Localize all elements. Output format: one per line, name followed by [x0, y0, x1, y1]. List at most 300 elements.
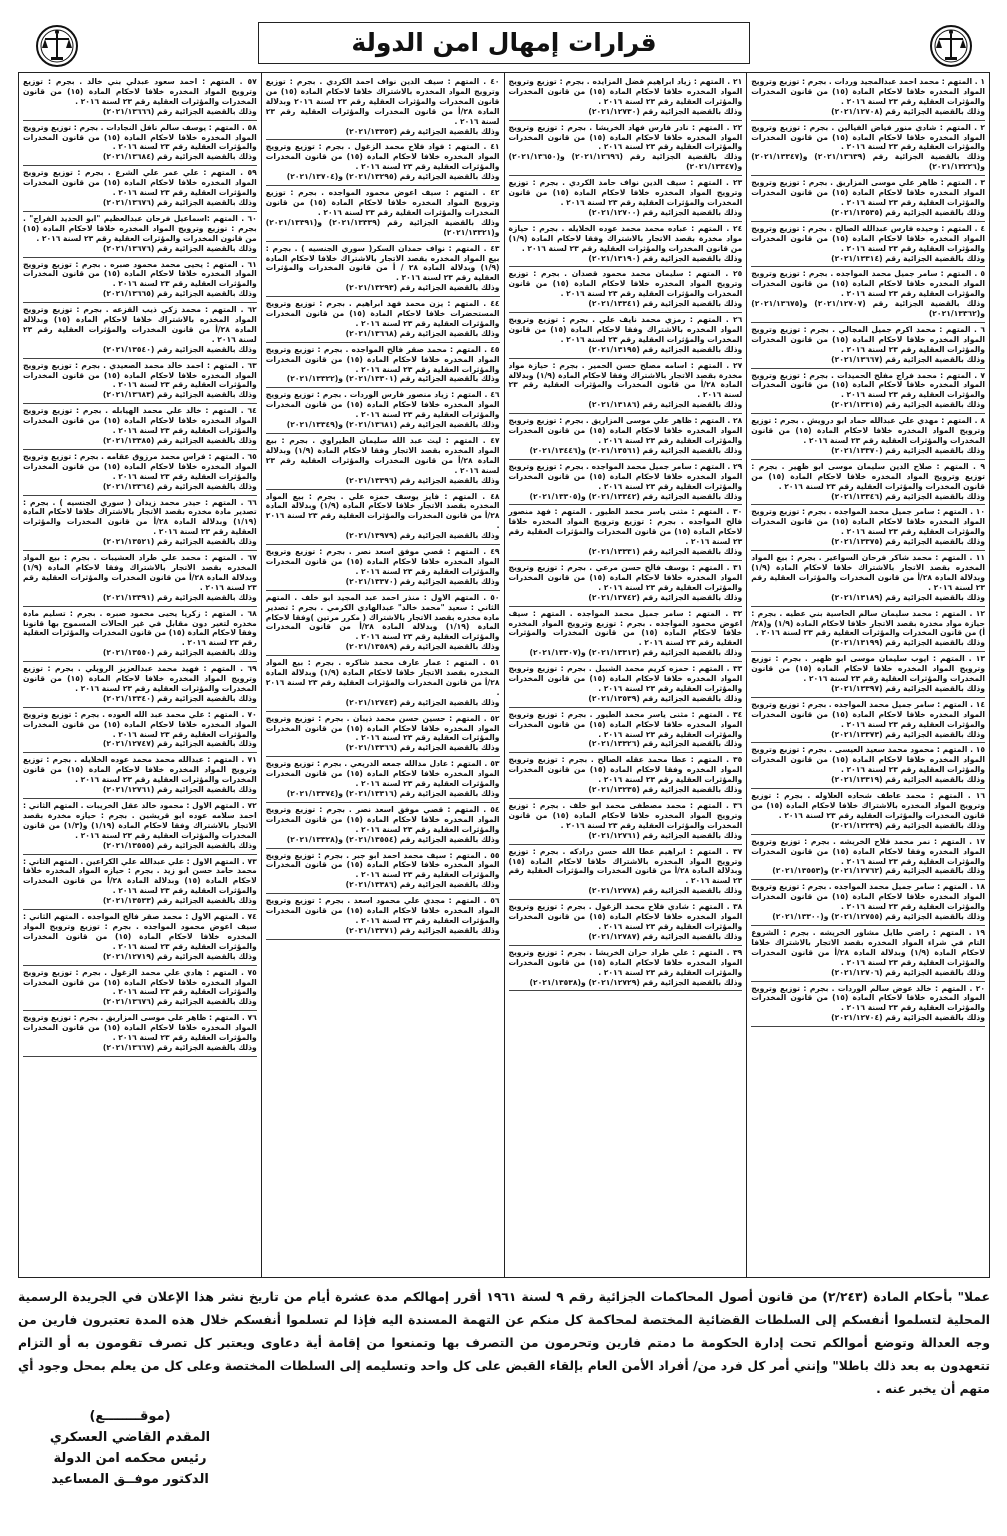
decision-entry — [266, 591, 500, 656]
entry-accused: ١٢ . المتهم : محمد سليمان سالم الحاسية بني عطيه . — [779, 608, 985, 618]
entry-case-number: وذلك بالقضية الجزائية رقم (٢٠٢١/١٣٦٧٦) — [102, 197, 257, 207]
signature-position: رئيس محكمه امن الدولة — [53, 1451, 207, 1466]
entry-accused: ١٤ . المتهم : سامر جميل محمد المواجده . — [828, 699, 985, 709]
entry-charge: بجرم : توزيع وترويج المواد المخدره خلافا لاحكام المادة (١٥) من قانون المخدرات والمؤثرات العقلية رقم ٢٣ لسنة ٢٠١٦ . — [23, 223, 257, 243]
decision-entry — [23, 75, 257, 121]
entry-case-number: وذلك بالقضية الجزائية رقم (٢٠٢١/١٣٧٤٢) — [588, 592, 743, 602]
decision-entry — [751, 222, 985, 268]
entry-case-number: وذلك بالقضية الجزائية رقم (٢٠٢١/١٣٥٥٥) — [102, 840, 257, 850]
decision-entry — [266, 712, 500, 758]
entry-case-number: وذلك بالقضية الجزائية رقم (٢٠٢١/١٣٥٢١) — [102, 537, 257, 547]
decision-entry — [509, 900, 743, 946]
decision-entry — [23, 799, 257, 855]
entry-charge: بجرم : توزيع وترويج المواد المخدره خلافا لاحكام المادة (١٥) من قانون المخدرات والمؤثرات العقلية رقم ٢٣ لسنة ٢٠١٦ . — [508, 709, 743, 739]
entry-charge: بجرم : بيع المواد المخدره بقصد الاتجار بالاشتراك خلافا لاحكام المادة (١/٩) وبدلالة المادة ٢٨ / أ من قانون المخدرات والمؤثرات العقلية رقم ٢٣ لسنة ٢٠١٦ . — [265, 243, 500, 283]
entry-accused: ٦٢ . المتهم : محمد زكي ذيب القزعه . — [105, 305, 257, 315]
entry-case-number: وذلك بالقضية الجزائية رقم (٢٠٢١/١٢٧١٩) — [102, 951, 257, 961]
entry-accused: ٤٥ . المتهم : محمد صقر فالح المواجده . — [345, 344, 500, 354]
entry-case-number: وذلك بالقضية الجزائية رقم (٢٠٢١/١٣٣٢٦) — [588, 739, 743, 749]
entry-charge: بجرم : توزيع وترويج المواد المخدره خلافا لاحكام المادة (١٥) من قانون المخدرات والمؤثرات العقلية رقم ٢٣ لسنة ٢٠١٦ . — [751, 699, 985, 729]
entry-accused: ١ . المتهم : محمد احمد عبدالمجيد وردات . — [828, 77, 985, 86]
entry-charge: بجرم : توزيع وترويج المواد المخدره خلافا لاحكام المادة (١٥) من قانون المخدرات والمؤثرات العقلية رقم ٢٣ لسنة ٢٠١٦ . — [23, 755, 257, 785]
entry-accused: ٢٥ . المتهم : سليمان محمد محمود قصدان . — [564, 269, 743, 279]
entry-accused: ٧٠ . المتهم : علي محمد عبد الله العوده . — [102, 709, 257, 719]
entry-case-number: وذلك بالقضية الجزائية رقم (٢٠٢١/١٣٣١٦) و(٢٠٢١/١٣٣٧٤) — [286, 789, 500, 798]
entry-accused: ٥٧ . المتهم : احمد سعود عبدلي بني خالد . — [79, 77, 257, 86]
entry-accused: ٢٠ . المتهم : خالد عوض سالم الوردات . — [831, 983, 985, 993]
entry-accused: ٢٧ . المتهم : اسامه مصلح حسن الحمير . — [581, 360, 743, 370]
entry-charge: بجرم : توزيع وترويج المواد المخدره خلافا لاحكام المادة (١٥) من قانون المخدرات والمؤثرات العقلية رقم ٢٣ لسنة ٢٠١٦ . — [23, 259, 257, 289]
entry-charge: المتهم الثاني : سعيد "محمد خالد" عبدالهادي الكرمي . بجرم : تصدير مادة مخدره بقصد الاتجار بالاشتراك ( مكرر مرتين )وفقا لاحكام المادة (١/١٩) وبدلالة المادة ٢٨/أ من قانون المخدرات والمؤثرات العقلية رقم ٢٣ لسنة ٢٠١٦ . — [265, 592, 500, 642]
entry-accused: ٢٨ . المتهم : ظاهر علي موسى المزاريق . — [585, 416, 743, 426]
entry-accused: ٦٤ . المتهم : خالد علي محمد الهيابله . — [105, 406, 257, 416]
decision-entry — [751, 835, 985, 881]
decision-entry — [266, 545, 500, 591]
entry-accused: ٩ . المتهم : صلاح الدين سليمان موسى ابو ظهير . — [781, 461, 985, 471]
entry-accused: ٧٤ . المتهم الاول : محمد صقر فالح المواجده . — [81, 912, 257, 922]
decision-entry — [751, 982, 985, 1028]
decision-entry — [266, 656, 500, 712]
entry-accused: ٨ . المتهم : مهدي علي عبدالله حماد ابو درويش . — [801, 416, 985, 426]
entry-accused: ٧٥ . المتهم : هادي علي محمد الزغول . — [104, 967, 257, 977]
entry-accused: ١٠ . المتهم : سامر جميل محمد المواجده . — [828, 507, 985, 517]
entry-case-number: وذلك بالقضية الجزائية رقم (٢٠٢١/١٣٦٦٦) — [102, 106, 257, 116]
entry-accused: ٧ . المتهم : محمد فراج مفلح الحميدات . — [831, 370, 985, 380]
entry-charge: بجرم : حيازة مواد مخدرة بقصد الاتجار بالاشتراك وفقا لاحكام المادة (١/٩) من قانون المخدرات والمؤثرات العقلية رقم ٢٣ لسنة ٢٠١٦ . — [508, 223, 743, 253]
entry-charge: بجرم : حيازة مواد مخدرة بقصد الاتجار خلافا لاحكام المادة (١/٩) و(٢٨/أ) من قانون المخدرات والمؤثرات العقلية رقم ٢٣ لسنة ٢٠١٦ . — [751, 608, 985, 638]
entry-charge: بجرم : توزيع وترويج المواد المخدره خلافا لاحكام المادة (١٥) من قانون المخدرات والمؤثرات العقلية رقم ٢٣ لسنة ٢٠١٦ . — [265, 142, 500, 172]
entry-charge: بجرم : توزيع وترويج المواد المخدره خلافا لاحكام المادة (١٥) من قانون المخدرات والمؤثرات العقلية رقم ٢٣ لسنة ٢٠١٦ . — [23, 967, 257, 997]
entry-accused: ١٥ . المتهم : محمود محمد سعيد العيسى . — [829, 745, 985, 755]
entry-case-number: وذلك بالقضية الجزائية رقم (٢٠٢١/١٣٥٤٠) — [102, 344, 257, 354]
entry-charge: بجرم : توزيع وترويج المواد المخدره خلافا لاحكام المادة (١٥) من قانون المخدرات والمؤثرات العقلية رقم ٢٣ لسنة ٢٠١٦ . — [751, 461, 986, 491]
entry-charge: بجرم : توزيع وترويج المواد المخدره خلافا لاحكام المادة (١٥) من قانون المخدرات والمؤثرات العقلية رقم ٢٣ لسنة ٢٠١٦ . — [265, 713, 500, 743]
entry-accused: ١٩ . المتهم : راضي طايل مشاور الخريشه . — [812, 927, 985, 937]
entry-accused: ٤٧ . المتهم : ليث عبد الله سليمان الطيراوي . — [312, 436, 500, 445]
entry-charge: بجرم : توزيع وترويج المواد المخدره خلافا لاحكام المادة (١٥) من قانون المخدرات والمؤثرات العقلية رقم ٢٣ لسنة ٢٠١٦ . — [508, 77, 743, 106]
entry-case-number: وذلك بالقضية الجزائية رقم (٢٠٢١/١٣٦٦٧) — [102, 1042, 257, 1052]
decision-entry — [266, 894, 500, 940]
entry-charge: بجرم : توزيع وترويج المواد المخدره خلافا لاحكام المادة (١٥) من قانون المخدرات والمؤثرات العقلية رقم ٢٣ لسنة ٢٠١٦ . — [23, 122, 257, 152]
entry-case-number: وذلك بالقضية الجزائية رقم (٢٠٢١/١٣٣٠١) و(٢٠٢١/١٣٣٢٢) — [286, 374, 500, 384]
decision-entry — [23, 303, 257, 359]
entry-charge: المتهم الثاني : سيف اعوض محمود المواجده . بجرم : توزيع وترويج المواد المخدره خلافا لاحكام المادة (١٥) من قانون المخدرات والمؤثرات العقلية رقم ٢٣ لسنة ٢٠١٦ . — [23, 912, 257, 951]
entry-charge: بجرم : بيع المواد المخدره بقصد الاتجار بالاشتراك وفقا لاحكام المادة (١/٩) وبدلالة المادة ٢٨/أ من قانون المخدرات والمؤثرات العقلية رقم ٢٣ لسنة ٢٠١٦ . — [23, 553, 257, 592]
decision-entry — [23, 966, 257, 1012]
decision-column — [746, 73, 989, 1277]
decision-entry — [751, 926, 985, 982]
decision-entry — [266, 803, 500, 849]
entry-case-number: وذلك بالقضية الجزائية رقم (٢٠٢١/١٣٥٥٠) — [102, 648, 257, 658]
entry-case-number: وذلك بالقضية الجزائية رقم (٢٠٢١/١٣٥٣٩) — [588, 693, 743, 703]
entry-accused: ٤٨ . المتهم : فايز يوسف حمزه علي . — [340, 491, 500, 501]
decision-entry — [266, 186, 500, 242]
decision-entry — [266, 343, 500, 389]
entry-charge: بجرم : توزيع وترويج المواد المخدره وفقا لاحكام المادة (١٥) من قانون المخدرات والمؤثرات العقلية رقم ٢٣ لسنة ٢٠١٦ . — [508, 755, 743, 785]
entry-accused: ٧١ . المتهم : عبدالله محمد محمد عوده الخلايله . — [74, 755, 257, 765]
entry-case-number: وذلك بالقضية الجزائية رقم (٢٠٢١/١٣١٨٦) — [588, 400, 743, 410]
decision-entry — [23, 607, 257, 663]
decision-entry — [509, 222, 743, 268]
entry-charge: بجرم : توزيع وترويج المواد المخدره خلافا لاحكام المادة (١٥) من قانون المخدرات والمؤثرات العقلية رقم ٢٣ لسنة ٢٠١٦ . — [751, 122, 985, 152]
entry-charge: بجرم : توزيع وترويج المواد المخدره خلافا لاحكام المادة (١٥) من قانون المخدرات والمؤثرات العقلية رقم ٢٣ لسنة ٢٠١٦ . — [23, 77, 257, 106]
entry-case-number: وذلك بالقضية الجزائية رقم (٢٠٢١/١٣٣٩٧) — [831, 683, 985, 693]
entry-case-number: وذلك بالقضية الجزائية رقم (٢٠٢١/١٢٧٤٣) — [345, 697, 500, 707]
entry-charge: بجرم : توزيع وترويج المواد المخدره خلافا لاحكام المادة (١٥) من قانون المخدرات والمؤثرات العقلية رقم ٢٣ لسنة ٢٠١٦ . — [508, 664, 743, 693]
entry-accused: ٢ . المتهم : شادي منور فياض الفيالين . — [831, 122, 985, 132]
entry-case-number: وذلك بالقضية الجزائية رقم (٢٠٢١/١٣٣١٥) — [831, 400, 985, 410]
entry-charge: بجرم : بيع المواد المخدره بقصد الاتجار خلافا لاحكام المادة (١/٩) وبدلالة المادة ٢٨/أ من قانون المخدرات والمؤثرات العقلية رقم ٢٣ لسنة ٢٠١٦ . — [265, 491, 500, 531]
entry-case-number: وذلك بالقضية الجزائية رقم (٢٠٢١/١٣٣٩١) — [102, 592, 257, 602]
entry-charge: بجرم : توزيع وترويج المواد المخدره خلافا لاحكام المادة (١٥) من قانون المخدرات والمؤثرات العقلية رقم ٢٣ لسنة ٢٠١٦ . — [23, 664, 257, 693]
entry-case-number: وذلك بالقضية الجزائية رقم (٢٠٢١/١٣١٩٩) — [831, 638, 985, 648]
decision-entry — [751, 369, 985, 415]
entry-case-number: وذلك بالقضية الجزائية رقم (٢٠٢١/١٣٥٣٣) — [102, 896, 257, 906]
entry-case-number: وذلك بالقضية الجزائية رقم (٢٠٢١/١٢٧٧٨) — [588, 886, 743, 896]
entry-accused: ٧٣ . المتهم الاول : علي عبدالله علي الكراعين . — [80, 856, 257, 866]
entry-charge: بجرم : توزيع وترويج المواد المخدره خلافا لاحكام المادة (١٥) من قانون المخدرات والمؤثرات العقلية رقم ٢٣ لسنة ٢٠١٦ . — [265, 896, 500, 925]
entry-case-number: وذلك بالقضية الجزائية رقم (٢٠٢١/١٣١٨٩) — [831, 592, 985, 602]
decision-entry — [266, 757, 500, 803]
entry-accused: ٥١ . المتهم : عمار عارف محمد شاكره . — [338, 658, 500, 668]
entry-charge: بجرم : الشروع التام في شراء المواد المخدره بقصد الاتجار بالاشتراك خلافا لاحكام المادة (١/٩) وبدلالة المادة ٢٨/أ من قانون المخدرات والمؤثرات العقلية رقم ٢٣ لسنة ٢٠١٦ . — [751, 927, 985, 967]
entry-charge: بجرم : توزيع وترويج المواد المخدره خلافا لاحكام المادة (١٥) من قانون المخدرات والمؤثرات العقلية رقم ٢٣ لسنة ٢٠١٦ . — [508, 947, 743, 977]
entry-charge: بجرم : توزيع وترويج المواد المخدره خلافا لاحكام المادة (١٥) من قانون المخدرات والمؤثرات العقلية رقم ٢٣ لسنة ٢٠١٦ . — [23, 451, 257, 481]
decision-entry — [509, 505, 743, 561]
decision-entry — [751, 743, 985, 789]
decision-entry — [509, 845, 743, 901]
entry-accused: ٥٥ . المتهم : سيف محمد احمد ابو جبر . — [346, 850, 500, 860]
entry-charge: بجرم : توزيع وترويج المواد المخدره خلافا لاحكام المادة (١٥) من قانون المخدرات والمؤثرات العقلية رقم ٢٣ لسنة ٢٠١٦ . — [23, 168, 257, 198]
entry-case-number: وذلك بالقضية الجزائية رقم (٢٠٢١/١٣٢٩٥) و(٢٠٢١/١٣٧٠٤) — [286, 172, 500, 182]
entry-case-number: وذلك بالقضية الجزائية رقم (٢٠٢١/١٣٢٣٩) — [831, 820, 985, 830]
decision-entry — [23, 450, 257, 496]
entry-case-number: وذلك بالقضية الجزائية رقم (٢٠٢١/١٣٣١٤) — [831, 253, 985, 263]
entry-accused: ٢٢ . المتهم : نادر فارس فهاد الخريشا . — [589, 122, 743, 132]
entry-charge: بجرم : توزيع وترويج المواد المخدره خلافا لاحكام المادة (١٥) من قانون المخدرات والمؤثرات العقلية رقم ٢٣ لسنة ٢٠١٦ . — [265, 804, 500, 834]
decision-entry — [23, 404, 257, 450]
decision-entry — [751, 607, 985, 653]
entry-charge: بجرم : توزيع وترويج المواد المخدره خلافا لاحكام المادة (١٥) من قانون المخدرات والمؤثرات العقلية رقم ٢٣ لسنة ٢٠١٦ . — [23, 406, 257, 436]
entry-case-number: وذلك بالقضية الجزائية رقم (٢٠٢١/١٣٦٨١) و(٢٠٢١/١٣٣٤٩) — [286, 420, 500, 430]
decision-entry — [23, 551, 257, 607]
entry-accused: ٦٦ . المتهم : حيدر محمد زيدان ( سوري الجنسيه ) . — [52, 497, 257, 507]
entry-charge: بجرم : توزيع وترويج المواد المخدره خلافا لاحكام المادة (١٥) من قانون المخدرات والمؤثرات العقلية رقم ٢٣ لسنة ٢٠١٦ . — [23, 709, 257, 739]
entry-charge: بجرم : توزيع وترويج المواد المخدره خلافا لاحكام المادة (١٥) من قانون المخدرات والمؤثرات العقلية رقم ٢٣ لسنة ٢٠١٦ . — [508, 562, 743, 592]
decision-entry — [23, 708, 257, 754]
entry-accused: ٦٧ . المتهم : محمد علي طراد العشيبات . — [93, 553, 257, 563]
decision-entry — [751, 323, 985, 369]
entry-accused: ٣٣ . المتهم : حمزه كريم محمد الشبيل . — [588, 664, 743, 674]
decision-entry — [751, 267, 985, 323]
entry-case-number: وذلك بالقضية الجزائية رقم (٢٠٢١/١٣٥٣٥) — [831, 207, 985, 217]
decision-entry — [751, 505, 985, 551]
entry-case-number: وذلك بالقضية الجزائية رقم (٢٠٢١/١٣٣٧١) — [345, 925, 500, 935]
decision-entry — [751, 698, 985, 744]
entry-case-number: وذلك بالقضية الجزائية رقم (٢٠٢١/١٢٧٨٧) — [588, 931, 743, 941]
entry-case-number: وذلك بالقضية الجزائية رقم (٢٠٢١/١٣٣٥٣) — [345, 126, 500, 136]
entry-case-number: وذلك بالقضية الجزائية رقم (٢٠٢١/١٣٣٧٣) — [831, 729, 985, 739]
entry-charge: بجرم : توزيع وترويج المواد المخدره خلافا لاحكام المادة (١٥) من قانون المخدرات والمؤثرات العقلية رقم ٢٣ لسنة ٢٠١٦ . — [23, 360, 257, 390]
entry-accused: ٥٣ . المتهم : عادل مدالله جمعه الدريعي . — [344, 759, 500, 769]
decision-entry — [509, 799, 743, 845]
decision-entry — [266, 388, 500, 434]
entry-case-number: وذلك بالقضية الجزائية رقم (٢٠٢١/١٢٦٩٦) و(٢٠٢١/١٣٦٥٠) و(٢٠٢١/١٣٣٤٧) — [508, 152, 743, 172]
entry-case-number: وذلك بالقضية الجزائية رقم (٢٠٢١/١٢٧٢٩) و(٢٠٢١/١٣٥٣٨) — [529, 977, 743, 987]
entry-charge: بجرم : توزيع وترويج المواد المخدره خلافا لاحكام المادة (١٥) من قانون المخدرات والمؤثرات العقلية رقم ٢٣ لسنة ٢٠١٦ . — [751, 223, 985, 253]
entry-accused: ٣٠ . المتهم : مثنى ياسر محمد الطيور . — [589, 507, 743, 517]
entry-accused: ١٣ . المتهم : ايوب سليمان موسى ابو ظهير . — [804, 654, 985, 664]
entry-case-number: وذلك بالقضية الجزائية رقم (٢٠٢١/١٣٣٤٢) و(٢٠٢١/١٣٣٠٥) — [529, 491, 743, 501]
entry-accused: ٢٤ . المتهم : عباده محمد محمد عوده الخلايله . — [561, 223, 743, 233]
entry-accused: ٦ . المتهم : محمد اكرم جميل المجالي . — [832, 324, 985, 334]
entry-case-number: وذلك بالقضية الجزائية رقم (٢٠٢١/١٣٩٧٩) — [345, 531, 500, 541]
page — [18, 18, 990, 1518]
decision-entry — [23, 753, 257, 799]
entry-accused: ٤٤ . المتهم : يزن محمد فهد ابراهيم . — [348, 299, 500, 309]
entry-charge: بجرم : توزيع وترويج المواد المخدره خلافا لاحكام المادة (١٥) من قانون المخدرات والمؤثرات العقلية رقم ٢٣ لسنة ٢٠١٦ . — [265, 759, 500, 789]
decision-entry — [509, 121, 743, 177]
entry-charge: بجرم : توزيع وترويج المواد المخدره خلافا لاحكام المادة (١٥) من قانون المخدرات والمؤثرات العقلية رقم ٢٣ لسنة ٢٠١٦ . — [265, 390, 500, 420]
decision-entry — [266, 242, 500, 298]
decision-entry — [751, 75, 985, 121]
entry-case-number: وذلك بالقضية الجزائية رقم (٢٠٢١/١٢٧٦١) — [102, 785, 257, 795]
entry-accused: ٥ . المتهم : سامر جميل محمد المواجده . — [830, 269, 985, 279]
entry-case-number: وذلك بالقضية الجزائية رقم (٢٠٢١/١٢٧٠٠) — [588, 207, 743, 217]
entry-case-number: وذلك بالقضية الجزائية رقم (٢٠٢١/١٢٧٦١) — [588, 830, 743, 840]
entry-accused: ٦٩ . المتهم : فهيد محمد عبدالعزيز الرويلي . — [77, 664, 257, 674]
legal-notice: عملا" بأحكام المادة (٢/٢٤٣) من قانون أصول المحاكمات الجزائية رقم ٩ لسنة ١٩٦١ أقرر إمهالكم مدة عشرة أيام من تاريخ نشر هذا الإعلان في الجريدة الرسمية المحلية لتسلموا أنفسكم إلى السلطات القضائية المختصة لمحاكمة كل منكم عن التهمة المسندة اليه فإذا لم تسلموا أنفسكم خلال هذه المدة تعتبرون فارين من وجه العدالة وتوضع أموالكم تحت إدارة الحكومة ما دمتم فارين وتحرمون من التصرف بها وتمنعوا من إقامة أية دعاوى ويعتبر كل تصرف تقومون به أو التزام تتعهدون به بعد ذلك باطلا" وإنني أمر كل فرد من/ أفراد الأمن العام بإلقاء القبض على كل واحد وتسليمه إلى السلطات المختصة وعلى كل من يعلم بمحل وجود أي متهم أن يخبر عنه . — [18, 1290, 990, 1396]
decision-entry — [266, 490, 500, 546]
entry-accused: ٢٦ . المتهم : رمزي محمد نايف علي . — [592, 315, 743, 325]
decision-entry — [509, 662, 743, 708]
entry-case-number: وذلك بالقضية الجزائية رقم (٢٠٢١/١٣٣٤١) — [588, 299, 743, 309]
entry-case-number: وذلك بالقضية الجزائية رقم (٢٠٢١/١٣٣٤٦) — [831, 491, 985, 501]
entry-accused: ٤٩ . المتهم : قصي موفق اسعد نصر . — [348, 547, 500, 557]
decision-entry — [509, 414, 743, 460]
entry-accused: ٤٢ . المتهم : سيف اعوض محمود المواجده . — [321, 188, 500, 198]
entry-case-number: وذلك بالقضية الجزائية رقم (٢٠٢١/١٢٧٥٥) و(٢٠٢١/١٣٣٠٠) — [772, 912, 985, 922]
entry-case-number: وذلك بالقضية الجزائية رقم (٢٠٢١/١٣٦٦٥) — [102, 289, 257, 299]
entry-case-number: وذلك بالقضية الجزائية رقم (٢٠٢١/١٢٧٠٦) — [831, 967, 985, 977]
entry-accused: ٣ . المتهم : ظاهر علي موسى المزاريق . — [830, 178, 985, 188]
entry-charge: بجرم : بيع المواد المخدره بقصد الاتجار وفقا لاحكام المادة (١/٩) وبدلالة المادة ٢٨/أ من قانون المخدرات والمؤثرات العقلية رقم ٢٣ لسنة ٢٠١٦ . — [265, 436, 500, 475]
decision-entry — [509, 460, 743, 506]
entry-charge: بجرم : توزيع وترويج المواد المخدره خلافا لاحكام المادة (١٥) من قانون المخدرات والمؤثرات العقلية رقم ٢٣ لسنة ٢٠١٦ . — [751, 745, 985, 775]
decision-entry — [509, 176, 743, 222]
entry-charge: بجرم : توزيع وترويج المواد المخدره خلافا لاحكام المادة (١٥) من قانون المخدرات والمؤثرات العقلية رقم ٢٣ لسنة ٢٠١٦ . — [508, 178, 743, 207]
entry-accused: ٣٧ . المتهم : ابراهيم عطا الله حسن درادكه . — [562, 846, 743, 856]
entry-charge: بجرم : توزيع وترويج المواد المخدره خلافا لاحكام المادة (١٥) من قانون المخدرات والمؤثرات العقلية رقم ٢٣ لسنة ٢٠١٦ . — [508, 122, 743, 152]
decision-entry — [509, 267, 743, 313]
entry-charge: بجرم : توزيع وترويج المواد المخدره خلافا لاحكام المادة (١٥) من قانون المخدرات والمؤثرات العقلية رقم ٢٣ لسنة ٢٠١٦ . — [751, 882, 985, 912]
entry-case-number: وذلك بالقضية الجزائية رقم (٢٠٢١/١٣٣٧٥) — [831, 537, 985, 547]
entry-charge: بجرم : توزيع وترويج المواد المخدره خلافا لاحكام المادة (١٥) من قانون المخدرات والمؤثرات العقلية رقم ٢٣ لسنة ٢٠١٦ . — [508, 416, 743, 445]
entry-accused: ٦٨ . المتهم : زكريا يحيى محمود صبره . — [99, 608, 257, 618]
decision-entry — [23, 910, 257, 966]
entry-charge: المتهم : فهد منصور فالح المواجده . بجرم : توزيع وترويج المواد المخدره خلافا لاحكام المادة (١٥) من قانون المخدرات والمؤثرات العقلية رقم ٢٣ لسنة ٢٠١٦ . — [508, 507, 743, 547]
entry-case-number: وذلك بالقضية الجزائية رقم (٢٠٢١/١٣٦٨٤) — [102, 152, 257, 162]
decision-entry — [751, 460, 985, 506]
decision-entry — [266, 75, 500, 140]
entry-case-number: وذلك بالقضية الجزائية رقم (٢٠٢١/١٣٣٦٤) — [102, 481, 257, 491]
entry-charge: بجرم : توزيع وترويج المواد المخدره وفقا لاحكام المادة (١٥) من قانون المخدرات والمؤثرات العقلية رقم ٢٣ لسنة ٢٠١٦ . — [751, 836, 985, 866]
entry-accused: ٦١ . المتهم : يحيى محمد محمود صبره . — [103, 259, 257, 269]
entry-case-number: وذلك بالقضية الجزائية رقم (٢٠٢١/١٣٥٥٤) و(٢٠٢١/١٣٣٢٨) — [286, 834, 500, 844]
scales-emblem-icon — [922, 24, 980, 68]
entry-accused: ٢٣ . المتهم : سيف الدين نواف حامد الكردي . — [562, 178, 743, 188]
entry-charge: بجرم : توزيع وترويج المواد المخدره خلافا لاحكام المادة (١٥) من قانون المخدرات والمؤثرات العقلية رقم ٢٣ لسنة ٢٠١٦ . — [265, 344, 500, 374]
entry-accused: ٣٥ . المتهم : عطا محمد عقله الصالح . — [590, 755, 743, 765]
entry-case-number: وذلك بالقضية الجزائية رقم (٢٠٢١/١٣٣٣١) — [588, 547, 743, 557]
decision-entry — [509, 946, 743, 992]
decision-entry — [509, 607, 743, 663]
entry-case-number: وذلك بالقضية الجزائية رقم (٢٠٢١/١٣٢٣٥) — [588, 785, 743, 795]
decision-entry — [23, 359, 257, 405]
entry-case-number: وذلك بالقضية الجزائية رقم (٢٠٢١/١٣٣٦٦) — [345, 743, 500, 753]
entry-accused: ٣٩ . المتهم : علي طراد حران الخريشا . — [589, 947, 743, 957]
entry-case-number: وذلك بالقضية الجزائية رقم (٢٠٢١/١٣٣٧٠) — [831, 445, 985, 455]
header — [18, 18, 990, 70]
entry-case-number: وذلك بالقضية الجزائية رقم (٢٠٢١/١٣٣٧٠) — [345, 576, 500, 586]
entry-case-number: وذلك بالقضية الجزائية رقم (٢٠٢١/١٣٥٦١) و(٢٠٢١/١٣٤٤٦) — [529, 445, 743, 455]
entry-case-number: وذلك بالقضية الجزائية رقم (٢٠٢١/١٣١٩٠) — [588, 253, 743, 263]
entry-charge: بجرم : توزيع وترويج المواد المخدره بالاشتراك وفقا لاحكام المادة (١٥) من قانون المخدرات والمؤثرات العقلية رقم ٢٣ لسنة ٢٠١٦ . — [508, 315, 743, 344]
decision-entry — [751, 414, 985, 460]
decision-column — [261, 73, 504, 1277]
entry-accused: ٣٤ . المتهم : مثنى ياسر محمد الطيور . — [589, 709, 743, 719]
entry-charge: بجرم : توزيع وترويج المواد المخدره بالاشتراك خلافا لاحكام المادة (١٥) من قانون المخدرات والمؤثرات العقلية رقم ٢٣ لسنة ٢٠١٦ وبدلالة المادة ٢٨/أ من قانون المخدرات والمؤثرات العقلية رقم ٢٣ لسنة ٢٠١٦ . — [265, 77, 500, 126]
entry-accused: ٦٠ . المتهم :اسماعيل فرحان عبدالعظيم "ابو الحديد الفراج" . — [23, 213, 257, 223]
entry-accused: ٤٠ . المتهم : سيف الدين نواف احمد الكردي . — [319, 77, 500, 86]
signature-block — [30, 1406, 230, 1490]
entry-case-number: وذلك بالقضية الجزائية رقم (٢٠٢١/١٣٣٨٦) — [345, 880, 500, 890]
entry-charge: بجرم : توزيع وترويج المواد المخدره خلافا لاحكام المادة (١٥) من قانون المخدرات والمؤثرات العقلية رقم ٢٣ لسنة ٢٠١٦ . — [23, 1013, 257, 1043]
decision-entry — [266, 297, 500, 343]
entry-accused: ١٦ . المتهم : محمد عاطف شحاده العلاوله . — [807, 791, 985, 801]
decision-entry — [509, 75, 743, 121]
decision-column — [504, 73, 747, 1277]
entry-accused: ٤٣ . المتهم : نواف حمدان السكر( سوري الجنسيه ) . — [294, 243, 500, 253]
decision-entry — [751, 176, 985, 222]
entry-charge: بجرم : توزيع وترويج المواد المخدره خلافا لاحكام المادة (١٥) من قانون المخدرات والمؤثرات العقلية رقم ٢٣ لسنة ٢٠١٦ . — [751, 416, 985, 445]
entry-charge: بجرم : بيع المواد المخدره بقصد الاتجار خلافا لاحكام المادة (١/٩) وبدلالة المادة ٢٨/أ من قانون المخدرات والمؤثرات العقلية رقم ٢٣ لسنة ٢٠١٦ . — [265, 658, 500, 697]
entry-charge: بجرم : توزيع وترويج المواد المخدره خلافا لاحكام المادة (١٥) من قانون المخدرات والمؤثرات العقلية رقم ٢٣ لسنة ٢٠١٦ . — [265, 547, 500, 576]
entry-case-number: وذلك بالقضية الجزائية رقم (٢٠٢١/١٣٣٩٦) — [345, 475, 500, 485]
entry-case-number: وذلك بالقضية الجزائية رقم (٢٠٢١/١٣٦٦٧) — [831, 354, 985, 364]
page-title: قرارات إمهال امن الدولة — [351, 28, 657, 57]
entry-accused: ٦٥ . المتهم : فراس محمد مرزوق عقامه . — [101, 451, 257, 461]
entry-case-number: وذلك بالقضية الجزائية رقم (٢٠٢١/١٣٦٨٣) — [102, 390, 257, 400]
entry-charge: بجرم : تصدير مادة مخدره بقصد الاتجار بالاشتراك خلافا لاحكام المادة (١/١٩) وبدلالة المادة ٢٨/أ من قانون المخدرات والمؤثرات العقلية رقم ٢٣ لسنة ٢٠١٦ . — [23, 497, 257, 537]
entry-charge: المتهم الثاني : محمد حامد حسن ابو زيد . بجرم : حيازه المواد المخدره خلافا لاحكام المادة (١٥) وبدلالة المادة ٢٨/أ من قانون المخدرات والمؤثرات العقلية رقم ٢٣ لسنة ٢٠١٦ . — [23, 856, 257, 896]
entry-case-number: وذلك بالقضية الجزائية رقم (٢٠٢١/١٢٧٠٧) و(٢٠٢١/١٣٦٧٥) و(٢٠٢١/١٣٣٦٢) — [751, 299, 985, 319]
entry-case-number: وذلك بالقضية الجزائية رقم (٢٠٢١/١٢٧٠٤) — [831, 1013, 985, 1023]
decision-entry — [751, 789, 985, 835]
signature-rank: المقدم القاضي العسكري — [49, 1430, 211, 1445]
entry-accused: ١٧ . المتهم : نمر محمد فلاح الخريشه . — [833, 836, 985, 846]
entry-charge: بجرم : توزيع وترويج المواد المخدره بالاشتراك خلافا لاحكام المادة (١٥) وبدلالة المادة ٢٨/أ من قانون المخدرات والمؤثرات العقلية رقم ٢٣ لسنة ٢٠١٦ . — [23, 305, 257, 344]
entry-charge: بجرم : توزيع وترويج المواد المخدره خلافا لاحكام المادة (١٥) من قانون المخدرات والمؤثرات العقلية رقم ٢٣ لسنة ٢٠١٦ . — [265, 188, 500, 217]
entry-charge: بجرم : توزيع وترويج المواد المخدره خلافا لاحكام المادة (١٥) من قانون المخدرات والمؤثرات العقلية رقم ٢٣ لسنة ٢٠١٦ . — [265, 850, 500, 880]
decision-entry — [266, 140, 500, 186]
decision-entry — [509, 708, 743, 754]
entry-accused: ١٨ . المتهم : سامر جميل محمد المواجده . — [828, 882, 985, 892]
entry-accused: ٣٦ . المتهم : محمد مصطفى محمد ابو خلف . — [562, 801, 743, 810]
entry-charge: بجرم : بيع المواد المخدره بقصد الاتجار بالاشتراك خلافا لاحكام المادة (١/٩) وبدلالة المادة ٢٨/أ من قانون المخدرات والمؤثرات العقلية رقم ٢٣ لسنة ٢٠١٦ . — [751, 553, 985, 592]
decision-entry — [23, 166, 257, 212]
decision-entry — [509, 359, 743, 415]
decisions-grid — [18, 72, 990, 1278]
entry-charge: المتهم : سيف اعوض محمود المواجده . بجرم : توزيع وترويج المواد المخدره خلافا لاحكام المادة (١٥) من قانون المخدرات والمؤثرات العقلية رقم ٢٣ لسنة ٢٠١٦ . — [508, 608, 743, 648]
entry-charge: بجرم : توزيع وترويج المواد المخدره خلافا لاحكام المادة (١٥) من قانون المخدرات والمؤثرات العقلية رقم ٢٣ لسنة ٢٠١٦ . — [751, 178, 985, 207]
entry-accused: ٧٦ . المتهم : ظاهر علي موسى المزاريق . — [100, 1013, 257, 1023]
entry-charge: المتهم الثاني : احمد سلامه عوده ابو قريشين . بجرم : حيازه مخدرة بقصد الاتجار بالاشتراك وفقا لاحكام المادة (١/١٩) و(١/٣) من قانون المخدرات والمؤثرات العقلية رقم ٢٣ لسنة ٢٠١٦ . — [23, 801, 257, 840]
entry-accused: ٧٢ . المتهم الاول : محمود خالد عقل الخريبات . — [80, 801, 257, 810]
entry-charge: بجرم : توزيع وترويج المستحضرات خلافا لاحكام المادة (١٥) من قانون المخدرات والمؤثرات العقلية رقم ٢٣ لسنة ٢٠١٦ . — [265, 299, 500, 328]
decision-column — [19, 73, 261, 1277]
decision-entry — [23, 1011, 257, 1057]
signature-name: الدكتور موفــق المساعيد — [51, 1472, 209, 1487]
entry-accused: ٣١ . المتهم : يوسف فالح حسن مرعي . — [589, 562, 743, 572]
decision-entry — [751, 652, 985, 698]
decision-entry — [23, 121, 257, 167]
entry-accused: ٤١ . المتهم : فواد فلاح محمد الزغول . — [347, 142, 500, 152]
entry-case-number: وذلك بالقضية الجزائية رقم (٢٠٢١/١٣٦٣٩) و(٢٠٢١/١٣٣٤٧) و(٢٠٢١/١٣٢٢٦) — [751, 152, 985, 172]
entry-case-number: وذلك بالقضية الجزائية رقم (٢٠٢١/١٣٥٨٩) — [345, 642, 500, 652]
entry-charge: بجرم : توزيع وترويج المواد المخدره خلافا لاحكام المادة (١٥) من قانون المخدرات والمؤثرات العقلية رقم ٢٣ لسنة ٢٠١٦ . — [751, 654, 985, 684]
entry-accused: ٣٢ . المتهم : سامر جميل محمد المواجده . — [569, 608, 743, 618]
entry-accused: ٥٤ . المتهم : قصي موفق اسعد نصر . — [348, 804, 500, 814]
decision-entry — [266, 849, 500, 895]
entry-case-number: وذلك بالقضية الجزائية رقم (٢٠٢١/١٢٧٣٠) — [588, 106, 743, 116]
entry-charge: بجرم : حيازة مواد مخدرة بقصد الاتجار بالاشتراك وفقا لاحكام المادة (١/٩) وبدلالة المادة ٢٨/أ من قانون المخدرات والمؤثرات العقلية رقم ٢٣ لسنة ٢٠١٦ . — [508, 360, 743, 400]
entry-accused: ٥٢ . المتهم : حسين حسن محمد ذيبان . — [346, 713, 500, 723]
entry-accused: ٦٣ . المتهم : احمد خالد محمد الصعيدي . — [103, 360, 257, 370]
decision-entry — [23, 212, 257, 258]
entry-charge: بجرم : توزيع وترويج المواد المخدره بالاشتراك خلافا لاحكام المادة (١٥) من قانون المخدرات والمؤثرات العقلية رقم ٢٣ لسنة ٢٠١٦ . — [751, 791, 985, 820]
decision-entry — [23, 662, 257, 708]
entry-charge: بجرم : توزيع وترويج المواد المخدره بالاشتراك خلافا لاحكام المادة (١٥) وبدلالة المادة ٢٨/أ من قانون المخدرات والمؤثرات العقلية رقم ٢٣ لسنة ٢٠١٦ . — [508, 846, 743, 886]
entry-accused: ٢١ . المتهم : زياد ابراهيم فضل المزايده . — [586, 77, 743, 86]
entry-charge: بجرم : توزيع وترويج المواد المخدره خلافا لاحكام المادة (١٥) من قانون المخدرات والمؤثرات العقلية رقم ٢٣ لسنة ٢٠١٦ . — [751, 507, 985, 537]
decision-entry — [751, 121, 985, 177]
decision-entry — [509, 313, 743, 359]
entry-charge: بجرم : توزيع وترويج المواد المخدره خلافا لاحكام المادة (١٥) من قانون المخدرات والمؤثرات العقلية رقم ٢٣ لسنة ٢٠١٦ . — [508, 461, 743, 491]
entry-accused: ٥٩ . المتهم : علي عمر علي الشرع . — [107, 168, 257, 178]
entry-case-number: وذلك بالقضية الجزائية رقم (٢٠٢١/١٣٢٩٣) — [345, 283, 500, 293]
entry-accused: ١١ . المتهم : محمد شاكر فرحان السواعير . — [818, 553, 985, 563]
decision-entry — [266, 434, 500, 490]
decision-entry — [751, 551, 985, 607]
entry-accused: ٣٨ . المتهم : شادي فلاح محمد الزغول . — [588, 902, 743, 912]
decision-entry — [23, 855, 257, 911]
entry-accused: ٥٦ . المتهم : مجدي علي محمود اسعد . — [347, 896, 500, 906]
entry-case-number: وذلك بالقضية الجزائية رقم (٢٠٢١/١٢٧٠٨) — [831, 106, 985, 116]
entry-case-number: وذلك بالقضية الجزائية رقم (٢٠٢١/١٣٣١٩) — [831, 775, 985, 785]
entry-accused: ٢٩ . المتهم : سامر جميل محمد المواجده . — [586, 461, 743, 471]
entry-case-number: وذلك بالقضية الجزائية رقم (٢٠٢١/١٣١٩٥) — [588, 344, 743, 354]
entry-case-number: وذلك بالقضية الجزائية رقم (٢٠٢١/١٢٧٦٢) و(٢٠٢١/١٣٥٥٣) — [772, 866, 985, 876]
entry-case-number: وذلك بالقضية الجزائية رقم (٢٠٢١/١٣٦٧٦) — [102, 997, 257, 1007]
signature-status: (موقــــــــع) — [89, 1409, 171, 1424]
entry-charge: بجرم : توزيع وترويج المواد المخدره خلافا لاحكام المادة (١٥) من قانون المخدرات والمؤثرات العقلية رقم ٢٣ لسنة ٢٠١٦ . — [508, 801, 743, 830]
entry-case-number: وذلك بالقضية الجزائية رقم (٢٠٢١/١٣٣٤٠) — [102, 693, 257, 703]
decision-entry — [23, 258, 257, 304]
entry-charge: بجرم : توزيع وترويج المواد المخدره خلافا لاحكام المادة (١٥) من قانون المخدرات والمؤثرات العقلية رقم ٢٣ لسنة ٢٠١٦ . — [751, 77, 985, 106]
entry-accused: ٤ . المتهم : وحيده فارس عبدالله الصالح . — [829, 223, 985, 233]
entry-accused: ٤٦ . المتهم : زياد منصور فارس الوردات . — [344, 390, 500, 400]
